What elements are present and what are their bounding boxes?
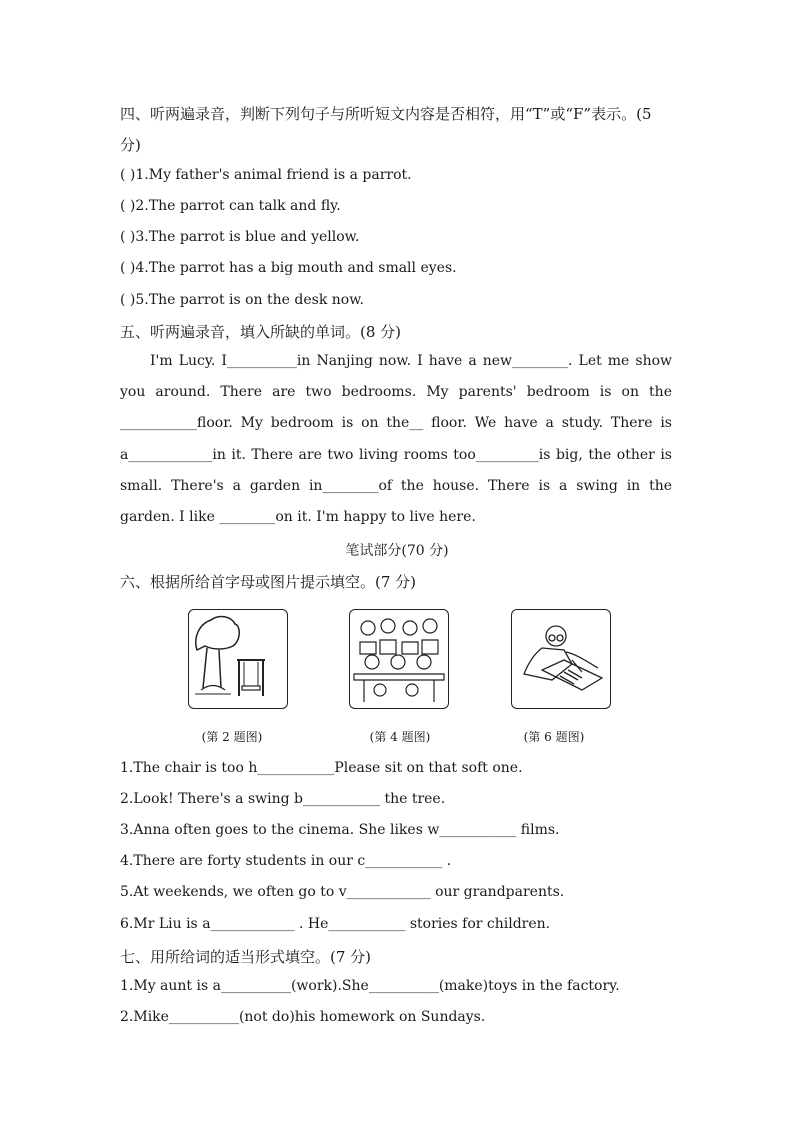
section7-item-2: 2.Mike__________(not do)his homework on Sundays.: [120, 1009, 486, 1025]
caption-picture-4: (第 4 题图): [369, 730, 431, 744]
classroom-picture: [349, 609, 449, 709]
section6-item-2: 2.Look! There's a swing b___________ the tree.: [120, 791, 446, 807]
caption-picture-2: (第 2 题图): [201, 730, 263, 744]
section4-item-2: ( )2.The parrot can talk and fly.: [120, 198, 341, 214]
section4-item-3: ( )3.The parrot is blue and yellow.: [120, 229, 360, 245]
caption-picture-6: (第 6 题图): [523, 730, 585, 744]
writer-picture: [511, 609, 611, 709]
writer-icon: [512, 610, 610, 708]
tree-swing-picture: [188, 609, 288, 709]
section7-heading: 七、用所给词的适当形式填空。(7 分): [120, 948, 372, 966]
section4-item-1: ( )1.My father's animal friend is a parrot.: [120, 167, 412, 183]
section5-paragraph: I'm Lucy. I__________in Nanjing now. I have a new________. Let me show you around. There are two bedrooms. My parents' bedroom is on the ___________floor. My bedroom is on the__ floor. We have a study. There is a____________in it. There are two living rooms too_________is big, the other is small. There's a garden in________of the house. There is a swing in the garden. I like ________on it. I'm happy to live here.: [120, 353, 672, 526]
tree-swing-icon: [189, 610, 287, 708]
section4-item-4: ( )4.The parrot has a big mouth and small eyes.: [120, 260, 457, 276]
section7-item-1: 1.My aunt is a__________(work).She__________(make)toys in the factory.: [120, 978, 620, 994]
section6-item-3: 3.Anna often goes to the cinema. She likes w___________ films.: [120, 822, 560, 838]
section4-heading-continued: 分): [120, 136, 141, 154]
classroom-icon: [350, 610, 448, 708]
section6-item-4: 4.There are forty students in our c___________ .: [120, 853, 452, 869]
section6-heading: 六、根据所给首字母或图片提示填空。(7 分): [120, 573, 417, 591]
section6-item-6: 6.Mr Liu is a____________ . He___________ stories for children.: [120, 916, 551, 932]
section6-item-1: 1.The chair is too h___________Please sit on that soft one.: [120, 760, 523, 776]
section5-heading: 五、听两遍录音，填入所缺的单词。(8 分): [120, 323, 402, 341]
section6-item-5: 5.At weekends, we often go to v____________ our grandparents.: [120, 884, 565, 900]
written-section-title: 笔试部分(70 分): [345, 543, 449, 559]
section4-item-5: ( )5.The parrot is on the desk now.: [120, 292, 364, 308]
section4-heading: 四、听两遍录音，判断下列句子与所听短文内容是否相符，用“T”或“F”表示。(5: [120, 105, 652, 123]
